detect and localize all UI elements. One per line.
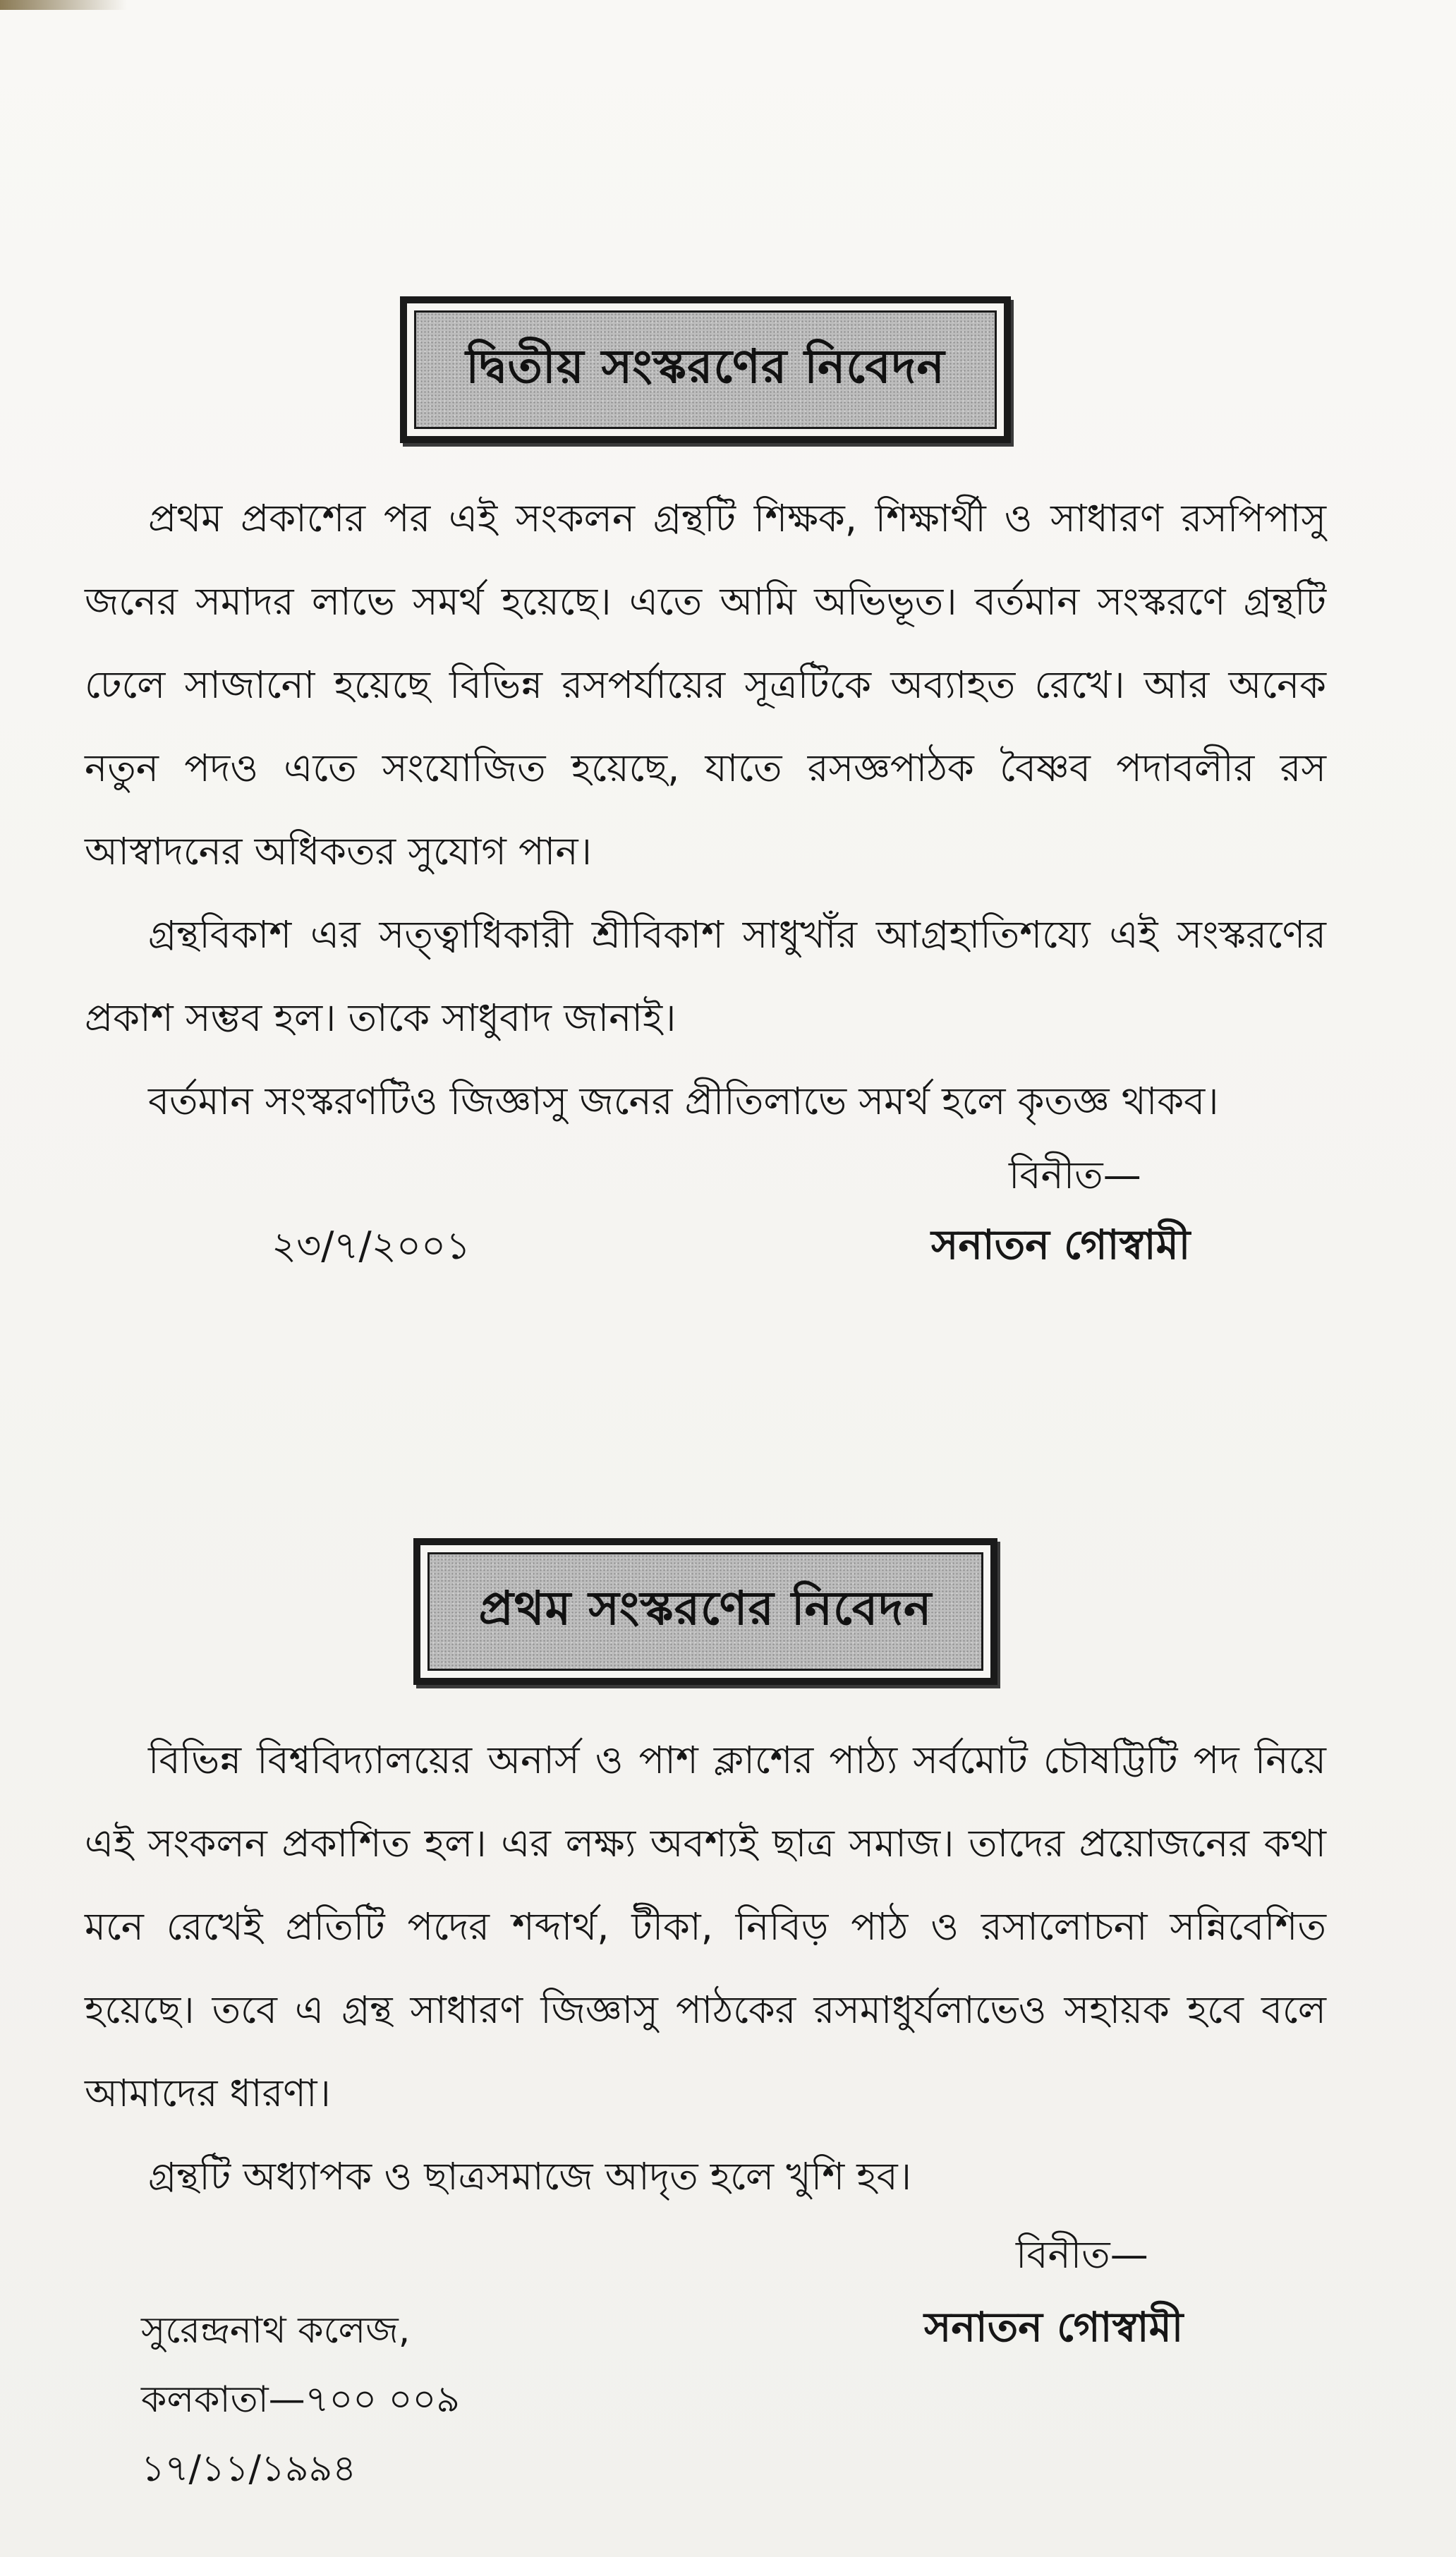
first-edition-title: প্রথম সংস্করণের নিবেদন bbox=[427, 1552, 984, 1671]
second-edition-signoff bbox=[85, 1143, 1326, 1291]
second-edition-paragraph-1: প্রথম প্রকাশের পর এই সংকলন গ্রন্থটি শিক্ষক, শিক্ষার্থী ও সাধারণ রসপিপাসু জনের সমাদর লাভে সমর্থ হয়েছে। এতে আমি অভিভূত। বর্তমান সংস্করণে গ্রন্থটি ঢেলে সাজানো হয়েছে বিভিন্ন রসপর্যায়ের সূত্রটিকে অব্যাহত রেখে। আর অনেক নতুন পদও এতে সংযোজিত হয়েছে, যাতে রসজ্ঞপাঠক বৈষ্ণব পদাবলীর রস আস্বাদনের অধিকতর সুযোগ পান। bbox=[85, 496, 1326, 874]
second-edition-title: দ্বিতীয় সংস্করণের নিবেদন bbox=[414, 310, 997, 429]
second-edition-title-border bbox=[400, 296, 1011, 443]
address-date: ১৭/১১/১৯৯৪ bbox=[141, 2448, 357, 2490]
first-edition-title-frame bbox=[85, 1538, 1326, 1685]
first-edition-paragraph-2: গ্রন্থটি অধ্যাপক ও ছাত্রসমাজে আদৃত হলে খুশি হব। bbox=[148, 2154, 912, 2199]
first-edition-preface bbox=[85, 1538, 1326, 2490]
page-edge-shadow bbox=[0, 0, 127, 10]
second-edition-signature: সনাতন গোস্বামী bbox=[931, 1221, 1191, 1269]
address-college: সুরেন্দ্রনাথ কলেজ, bbox=[141, 2309, 411, 2352]
second-edition-paragraph-3: বর্তমান সংস্করণটিও জিজ্ঞাসু জনের প্রীতিলাভে সমর্থ হলে কৃতজ্ঞ থাকব। bbox=[148, 1079, 1219, 1123]
first-edition-closing: বিনীত— bbox=[1016, 2232, 1148, 2277]
second-edition-paragraph-2: গ্রন্থবিকাশ এর সত্ত্বাধিকারী শ্রীবিকাশ সাধুখাঁর আগ্রহাতিশয্যে এই সংস্করণের প্রকাশ সম্ভব হল। তাকে সাধুবাদ জানাই। bbox=[85, 912, 1326, 1040]
first-edition-signature: সনাতন গোস্বামী bbox=[924, 2303, 1184, 2351]
second-edition-closing: বিনীত— bbox=[1009, 1153, 1141, 1197]
address-city: কলকাতা—৭০০ ০০৯ bbox=[141, 2378, 461, 2421]
first-edition-paragraph-1: বিভিন্ন বিশ্ববিদ্যালয়ের অনার্স ও পাশ ক্লাশের পাঠ্য সর্বমোট চৌষট্টিটি পদ নিয়ে এই সংকলন প্রকাশিত হল। এর লক্ষ্য অবশ্যই ছাত্র সমাজ। তাদের প্রয়োজনের কথা মনে রেখেই প্রতিটি পদের শব্দার্থ, টীকা, নিবিড় পাঠ ও রসালোচনা সন্নিবেশিত হয়েছে। তবে এ গ্রন্থ সাধারণ জিজ্ঞাসু পাঠকের রসমাধুর্যলাভেও সহায়ক হবে বলে আমাদের ধারণা। bbox=[85, 1738, 1326, 2115]
first-edition-signoff bbox=[85, 2218, 1326, 2490]
first-edition-address bbox=[141, 2296, 460, 2503]
second-edition-date: ২৩/৭/২০০১ bbox=[272, 1223, 471, 1268]
first-edition-title-border bbox=[413, 1538, 998, 1685]
second-edition-preface bbox=[85, 296, 1326, 1291]
second-edition-title-frame bbox=[85, 296, 1326, 443]
